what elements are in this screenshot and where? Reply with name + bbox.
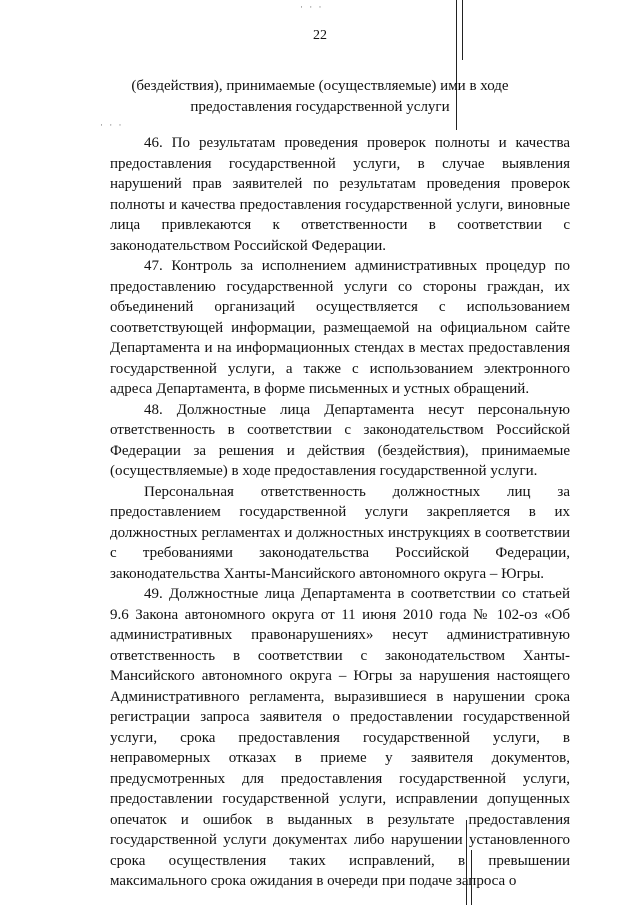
paragraph-48: 48. Должностные лица Департамента несут персональную ответственность в соответствии с законодательством Российской Федерации за решения и действия (бездействия), принимаемые (осуществляемые) в ходе предоставления государственной услуги. [110, 401, 570, 479]
scan-artifact-dots: · · · [100, 120, 124, 130]
scan-artifact-dots: · · · [300, 2, 324, 12]
paragraph-47: 47. Контроль за исполнением административных процедур по предоставлению государственной услуги со стороны граждан, их объединений организаций осуществляется с использованием соответствующей информации, размещаемой на официальном сайте Департамента и на информационных стендах в местах предоставления государственной услуги, а также с использованием электронного адреса Департамента, в форме письменных и устных обращений. [110, 258, 570, 397]
paragraph-46: 46. По результатам проведения проверок полноты и качества предоставления государственной услуги, в случае выявления нарушений прав заявителей по результатам проведения проверок полноты и качества предоставления государственной услуги, виновные лица привлекаются к ответственности в соответствии с законодательством Российской Федерации. [110, 135, 570, 254]
paragraph-49: 49. Должностные лица Департамента в соответствии со статьей 9.6 Закона автономного округа от 11 июня 2010 года № 102-оз «Об административных правонарушениях» несут административную ответственность в соответствии с законодательством Ханты-Мансийского автономного округа – Югры за нарушения настоящего Административного регламента, выразившиеся в нарушении срока регистрации запроса заявителя о предоставлении государственной услуги, срока предоставления государственной услуги, в неправомерных отказах в приеме у заявителя документов, предусмотренных для предоставления государственной услуги, предоставлении государственной услуги, исправлении допущенных опечаток и ошибок в выданных в результате предоставления государственной услуги документах либо нарушении установленного срока осуществления таких исправлений, в превышении максимального срока ожидания в очереди при подаче запроса о [110, 586, 570, 889]
document-body [110, 133, 570, 892]
page-number: 22 [313, 28, 327, 43]
section-heading: (бездействия), принимаемые (осуществляемые) ими в ходе предоставления государственной услуги [131, 78, 509, 115]
paragraph-48-personal-responsibility: Персональная ответственность должностных лиц за предоставлением государственной услуги закрепляется в их должностных регламентах и должностных инструкциях в соответствии с требованиями законодательства Российской Федерации, законодательства Ханты-Мансийского автономного округа – Югры. [110, 483, 570, 582]
